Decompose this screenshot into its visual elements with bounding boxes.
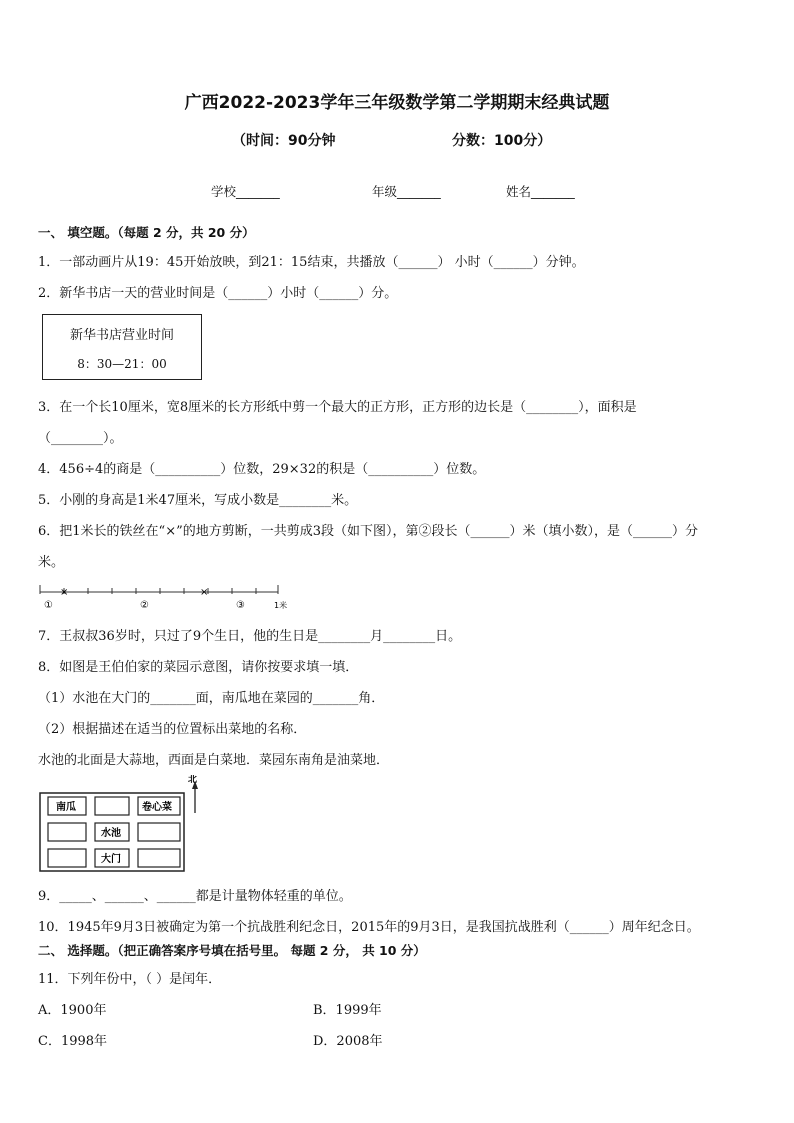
ruler-label-3: ③: [236, 600, 245, 611]
section-2-heading: 二、 选择题。（把正确答案序号填在括号里。 每题 2 分， 共 10 分）: [38, 943, 426, 958]
hours-box: [42, 314, 202, 380]
cabbage-label: 卷心菜: [142, 802, 172, 813]
name-field: 姓名_______: [506, 184, 575, 199]
exam-score: 分数：100分）: [452, 133, 552, 149]
question-6-line-1: 6．把1米长的铁丝在“×”的地方剪断，一共剪成3段（如下图），第②段长（______）米（填小数），是（______）分: [38, 524, 698, 539]
ruler-diagram: [38, 582, 298, 612]
question-5: 5．小刚的身高是1米47厘米，写成小数是________米。: [38, 493, 358, 508]
question-10: 10．1945年9月3日被确定为第一个抗战胜利纪念日，2015年的9月3日，是我国抗战胜利（______）周年纪念日。: [38, 920, 700, 935]
ruler-label-1: ①: [44, 600, 53, 611]
question-9: 9．_____、______、______都是计量物体轻重的单位。: [38, 889, 352, 904]
question-11: 11．下列年份中，（ ）是闰年．: [38, 972, 222, 987]
question-6-line-2: 米。: [38, 555, 65, 570]
school-field: 学校_______: [211, 184, 280, 199]
question-3-line-1: 3．在一个长10厘米，宽8厘米的长方形纸中剪一个最大的正方形，正方形的边长是（________），面积是: [38, 400, 637, 415]
cut-mark-1: ×: [60, 587, 69, 598]
pond-label: 水池: [101, 828, 121, 839]
option-d: D．2008年: [313, 1034, 383, 1049]
question-8-description: 水池的北面是大蒜地，西面是白菜地．菜园东南角是油菜地．: [38, 753, 390, 768]
gate-label: 大门: [101, 854, 121, 865]
option-b: B．1999年: [313, 1003, 382, 1018]
option-c: C．1998年: [38, 1034, 108, 1049]
hours-box-time: 8：30—21：00: [77, 357, 167, 371]
question-8: 8．如图是王伯伯家的菜园示意图，请你按要求填一填．: [38, 660, 359, 675]
ruler-label-2: ②: [140, 600, 149, 611]
hours-box-title: 新华书店营业时间: [69, 328, 174, 343]
grade-field: 年级_______: [372, 184, 441, 199]
option-a: A．1900年: [38, 1003, 107, 1018]
cut-mark-2: ×: [200, 587, 209, 598]
question-1: 1．一部动画片从19：45开始放映，到21：15结束，共播放（______） 小时（______）分钟。: [38, 255, 585, 270]
question-7: 7．王叔叔36岁时，只过了9个生日，他的生日是________月________日。: [38, 629, 462, 644]
question-2: 2．新华书店一天的营业时间是（______）小时（______）分。: [38, 286, 398, 301]
question-8-part-1: （1）水池在大门的_______面，南瓜地在菜园的_______角．: [38, 691, 385, 706]
pumpkin-label: 南瓜: [56, 802, 76, 813]
page-title: 广西2022-2023学年三年级数学第二学期期末经典试题: [184, 93, 610, 113]
exam-time: （时间：90分钟: [232, 133, 336, 149]
question-3-line-2: （________）。: [38, 431, 123, 446]
garden-diagram: [38, 775, 208, 875]
question-4: 4．456÷4的商是（__________）位数，29×32的积是（__________）位数。: [38, 462, 486, 477]
ruler-label-end: 1米: [274, 601, 288, 610]
question-8-part-2: （2）根据描述在适当的位置标出菜地的名称．: [38, 722, 307, 737]
north-label: 北: [188, 775, 198, 785]
section-1-heading: 一、 填空题。（每题 2 分，共 20 分）: [38, 225, 255, 240]
